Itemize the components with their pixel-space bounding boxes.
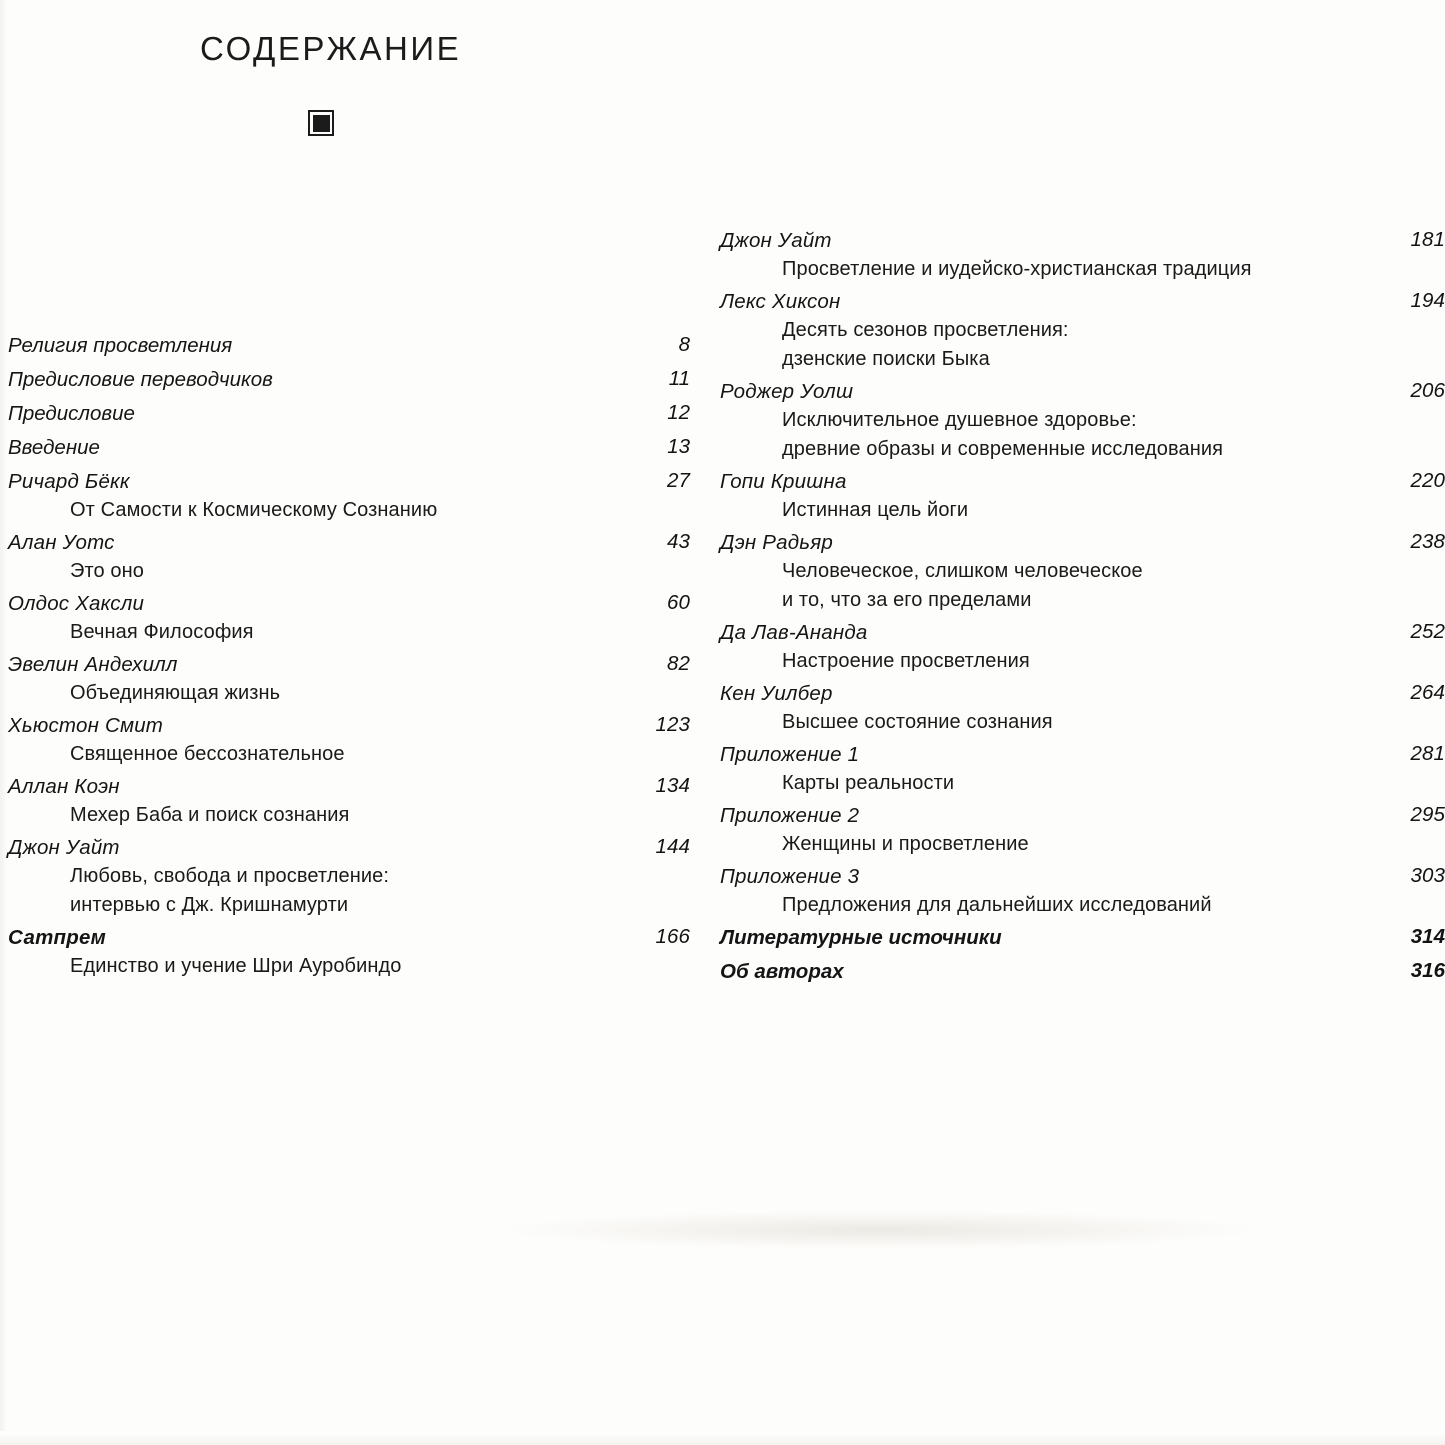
toc-page-number: 238 [1410,530,1445,553]
toc-page-number: 11 [668,367,690,390]
toc-entry[interactable] [720,376,1445,464]
toc-entry-author: Приложение 3 [720,865,860,888]
toc-page-number: 166 [655,925,690,948]
toc-entry-author: Эвелин Андехилл [8,653,178,676]
toc-entry-author: Гопи Кришна [720,470,847,493]
toc-entry[interactable] [720,527,1445,615]
toc-entry[interactable] [8,588,700,647]
toc-page-number: 27 [666,469,690,492]
toc-entry-title-line: Священное бессознательное 123 [70,713,690,765]
toc-entry-title-line: Единство и учение Шри Ауробиндо 166 [70,925,690,977]
toc-page-number: 60 [666,591,690,614]
toc-entry-title-line: Настроение просветления 252 [782,620,1445,672]
toc-entry-title-line: Предложения для дальнейших исследований 303 [782,864,1445,916]
toc-entry-author: Да Лав-Ананда [720,621,868,644]
toc-entry-author: Аллан Коэн [8,775,120,798]
toc-entry-title-line: Исключительное душевное здоровье: [782,409,1137,431]
toc-entry[interactable] [720,466,1445,525]
toc-entry-label: Введение 13 [8,435,690,459]
toc-entry[interactable] [720,956,1445,988]
toc-page-number: 12 [667,401,690,424]
toc-page-number: 134 [655,774,690,797]
toc-page-number: 314 [1410,925,1445,948]
toc-entry[interactable] [8,398,700,430]
toc-page-number: 181 [1410,228,1445,251]
toc-entry[interactable] [720,286,1445,374]
toc-entry-title-line: Десять сезонов просветления: [782,319,1069,341]
toc-entry-title-line: древние образы и современные исследования 206 [782,379,1445,460]
toc-left-entries [8,330,700,981]
toc-entry[interactable] [8,922,700,981]
page-edge-bottom [0,1431,1445,1445]
toc-entry-title-line: Женщины и просветление 295 [782,803,1445,855]
toc-entry-label: Предисловие переводчиков 11 [8,367,690,391]
page-title: СОДЕРЖАНИЕ [200,30,462,67]
toc-page-number: 281 [1410,742,1445,765]
toc-entry-author: Роджер Уолш [720,380,854,403]
paper-smudge [500,1210,1260,1250]
toc-entry[interactable] [8,527,700,586]
toc-entry[interactable] [720,678,1445,737]
toc-entry-author: Ричард Бёкк [8,470,130,493]
toc-left-column [0,30,700,983]
toc-entry[interactable] [720,800,1445,859]
toc-page-number: 144 [655,835,690,858]
toc-entry-author: Приложение 1 [720,743,860,766]
toc-entry-title-line: Любовь, свобода и просветление: [70,865,390,887]
toc-page-number: 82 [666,652,690,675]
toc-entry-label: Предисловие 12 [8,401,690,425]
toc-page-number: 220 [1410,469,1445,492]
toc-entry[interactable] [8,710,700,769]
toc-entry[interactable] [8,466,700,525]
toc-entry[interactable] [720,617,1445,676]
toc-entry-label: Религия просветления 8 [8,333,690,357]
toc-entry[interactable] [720,922,1445,954]
toc-entry-title-line: Мехер Баба и поиск сознания 134 [70,774,690,826]
toc-entry-label: Литературные источники 314 [720,925,1445,949]
toc-page-number: 8 [678,333,690,356]
toc-right-column [720,225,1445,990]
toc-entry-title-line: Человеческое, слишком человеческое [782,560,1143,582]
toc-entry-author: Джон Уайт [8,836,120,859]
toc-entry[interactable] [720,861,1445,920]
toc-page-number: 13 [667,435,690,458]
toc-page-number: 194 [1410,289,1445,312]
toc-page-number: 295 [1410,803,1445,826]
toc-entry[interactable] [8,432,700,464]
toc-entry[interactable] [8,832,700,920]
toc-entry-author: Алан Уотс [8,531,115,554]
square-ornament-icon [0,110,700,136]
toc-entry-author: Лекс Хиксон [720,290,841,313]
toc-entry-title-line: Истинная цель йоги 220 [782,469,1445,521]
toc-page-number: 264 [1410,681,1445,704]
toc-entry[interactable] [720,739,1445,798]
toc-page-number: 252 [1410,620,1445,643]
toc-entry-title-line: Это оно 43 [70,530,690,582]
toc-entry-title-line: Просветление и иудейско-христианская традиция 181 [782,228,1445,280]
toc-entry-author: Хьюстон Смит [8,714,164,737]
toc-entry-title-line: Карты реальности 281 [782,742,1445,794]
toc-entry-title-line: и то, что за его пределами 238 [782,530,1445,611]
toc-entry-title-line: Объединяющая жизнь 82 [70,652,690,704]
toc-page-number: 316 [1410,959,1445,982]
toc-entry-title-line: Высшее состояние сознания 264 [782,681,1445,733]
toc-entry[interactable] [720,225,1445,284]
toc-entry-author: Кен Уилбер [720,682,833,705]
toc-entry-title-line: дзенские поиски Быка 194 [782,289,1445,370]
toc-entry-author: Дэн Радьяр [720,531,834,554]
toc-entry-author: Сатпрем [8,926,106,949]
toc-page-number: 123 [655,713,690,736]
toc-right-entries [720,225,1445,988]
toc-entry-title-line: интервью с Дж. Кришнамурти 144 [70,835,690,916]
toc-entry-title-line: Вечная Философия 60 [70,591,690,643]
toc-entry-author: Приложение 2 [720,804,860,827]
toc-page-number: 303 [1410,864,1445,887]
toc-entry-title-line: От Самости к Космическому Сознанию 27 [70,469,690,521]
toc-entry-author: Олдос Хаксли [8,592,145,615]
toc-entry[interactable] [8,364,700,396]
toc-page-number: 206 [1410,379,1445,402]
toc-entry-label: Об авторах 316 [720,959,1445,983]
toc-entry[interactable] [8,330,700,362]
toc-entry-author: Джон Уайт [720,229,832,252]
toc-page-number: 43 [666,530,690,553]
toc-entry[interactable] [8,771,700,830]
toc-entry[interactable] [8,649,700,708]
